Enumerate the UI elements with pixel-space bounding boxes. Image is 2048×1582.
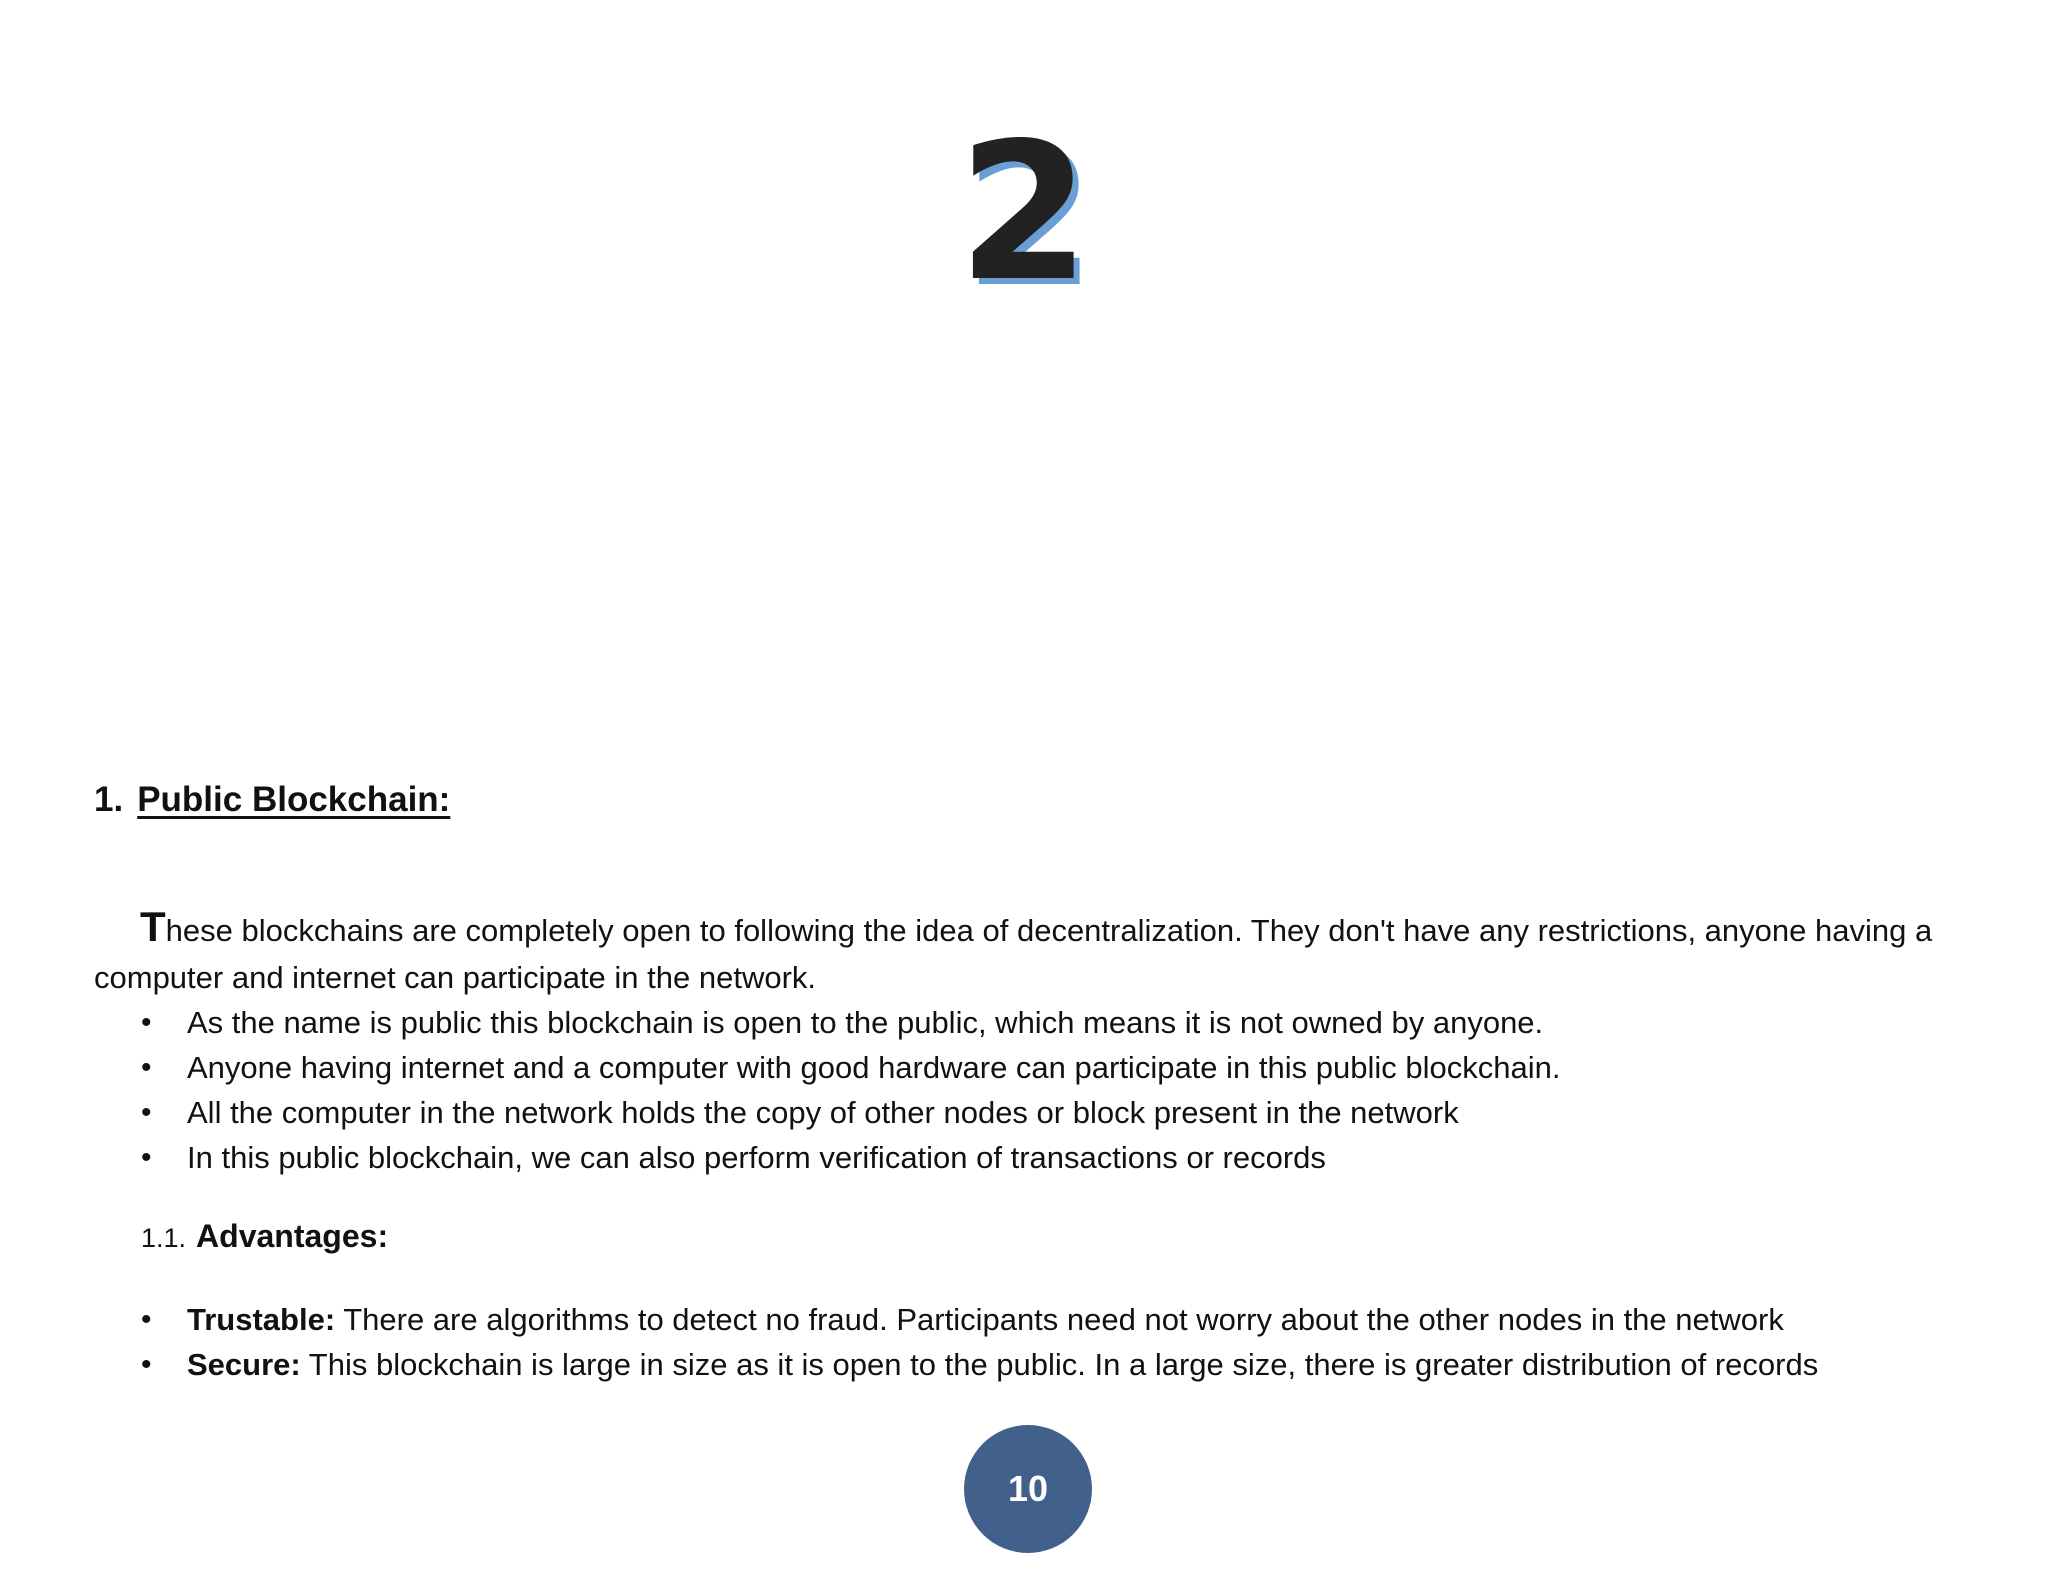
bullet-icon: • xyxy=(141,1141,152,1174)
bullet-icon: • xyxy=(141,1006,152,1039)
list-item xyxy=(94,1342,1994,1387)
advantage-text: This blockchain is large in size as it is open to the public. In a large size, there is greater distribution of records xyxy=(300,1347,1819,1382)
chapter-number: 2 xyxy=(957,102,1091,323)
page-number-badge: 10 xyxy=(964,1425,1092,1553)
bullet-icon: • xyxy=(141,1051,152,1084)
bullet-icon: • xyxy=(141,1303,152,1336)
list-item-text: Anyone having internet and a computer with good hardware can participate in this public blockchain. xyxy=(187,1050,1561,1085)
intro-paragraph xyxy=(94,903,1974,1001)
advantage-text: There are algorithms to detect no fraud. Participants need not worry about the other nodes in the network xyxy=(335,1302,1784,1337)
dropcap: T xyxy=(140,903,166,950)
bullet-icon: • xyxy=(141,1348,152,1381)
subsection-heading xyxy=(141,1218,388,1255)
list-item-text: As the name is public this blockchain is open to the public, which means it is not owned by anyone. xyxy=(187,1005,1544,1040)
bullet-icon: • xyxy=(141,1096,152,1129)
list-item xyxy=(94,1000,1994,1045)
list-item-text: In this public blockchain, we can also perform verification of transactions or records xyxy=(187,1140,1326,1175)
subsection-title: Advantages: xyxy=(196,1218,389,1254)
subsection-number: 1.1. xyxy=(141,1223,187,1253)
advantage-term: Trustable: xyxy=(187,1302,336,1337)
intro-text: hese blockchains are completely open to following the idea of decentralization. They don't have any restrictions, anyone having a computer and internet can participate in the network. xyxy=(94,913,1933,995)
advantage-term: Secure: xyxy=(187,1347,301,1382)
list-item xyxy=(94,1045,1994,1090)
list-item xyxy=(94,1297,1994,1342)
list-item xyxy=(94,1135,1994,1180)
advantages-list xyxy=(94,1297,1994,1387)
section-heading xyxy=(94,780,450,820)
section-title: Public Blockchain: xyxy=(137,780,451,819)
feature-list xyxy=(94,1000,1994,1180)
list-item-text: All the computer in the network holds the copy of other nodes or block present in the network xyxy=(187,1095,1459,1130)
section-number: 1. xyxy=(94,780,124,819)
list-item xyxy=(94,1090,1994,1135)
